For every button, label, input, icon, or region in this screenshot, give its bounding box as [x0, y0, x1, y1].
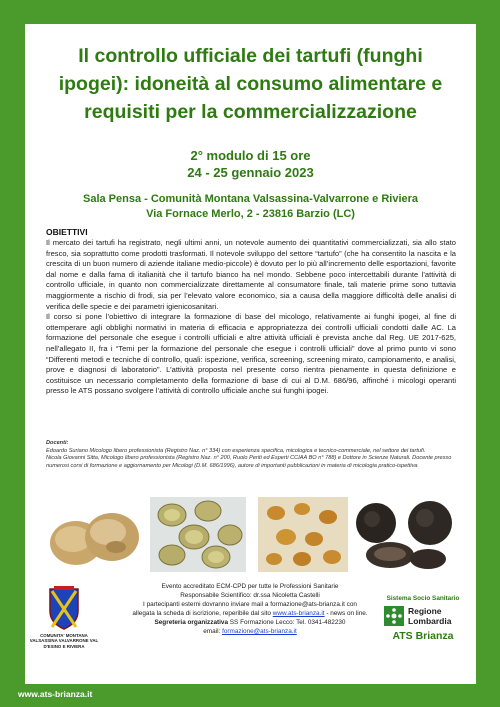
title-line: Il controllo ufficiale dei tartufi (funghi	[78, 45, 423, 67]
venue-info	[25, 192, 476, 222]
objectives-heading: OBIETTIVI	[46, 227, 88, 237]
teachers-heading: Docenti:	[46, 440, 69, 446]
footer-url[interactable]: www.ats-brianza.it	[18, 689, 93, 699]
white-truffle-photo	[46, 497, 142, 572]
info-registration: I partecipanti esterni dovranno inviare mail a formazione@ats-brianza.it con	[143, 601, 357, 609]
teacher-1: Edoardo Suriano Micologo libero professionista (Registro Naz. n° 334) con esperienza specifica, micologica e tecnico-commerciale, nel settore dei tartufi.	[46, 447, 426, 454]
info-email: email: formazione@ats-brianza.it	[203, 628, 297, 636]
title-line: ipogei): idoneità al consumo alimentare e	[58, 73, 443, 95]
info-secretariat: Segreteria organizzativa SS Formazione Lecco: Tel. 0341-482230	[154, 619, 346, 627]
venue-name: Sala Pensa - Comunità Montana Valsassina-Valvarrone e Riviera	[82, 193, 419, 205]
venue-address: Via Fornace Merlo, 2 - 23816 Barzio (LC)	[146, 208, 355, 220]
module-dates: 24 - 25 gennaio 2023	[187, 165, 314, 180]
black-truffle-photo	[350, 497, 456, 572]
info-accreditation: Evento accreditato ECM-CPD per tutte le Professioni Sanitarie	[161, 583, 339, 590]
teachers-section	[46, 440, 456, 470]
lombardia-text: Lombardia	[408, 615, 452, 626]
objectives-body	[46, 238, 456, 397]
spores-microscope-photo-2	[258, 497, 348, 572]
module-duration: 2° modulo di 15 ore	[190, 148, 311, 163]
comunita-montana-text: COMUNITA' MONTANA VALSASSINA VALVARRONE VAL D'ESINO E RIVIERA	[29, 633, 99, 649]
regione-text: Regione	[408, 606, 442, 616]
ats-brianza-logo	[380, 595, 466, 642]
website-link[interactable]: www.ats-brianza.it	[272, 610, 325, 618]
regione-lombardia-block	[380, 606, 466, 628]
page-title	[25, 42, 476, 126]
teacher-2: Nicola Giovanni Sitta, Micologo libero professionista (Registro Naz. n° 200, Ruolo Periti ed Esperti CCIAA BO n° 788) e Dottore in Scienze Naturali. Docente presso numerosi corsi di formazione e aggiornamento per Micologi (D.M. 686/1996), autore di importanti pubblicazioni in materia di micologia pratico-ispettiva	[46, 455, 452, 469]
ats-brianza-text: ATS Brianza	[392, 630, 454, 642]
title-line: requisiti per la commercializzazione	[84, 101, 417, 123]
info-form-line: allegata la scheda di iscrizione, reperibile dal sito www.ats-brianza.it - news on line.	[132, 610, 368, 618]
rosa-camuna-icon	[384, 606, 404, 626]
info-scientific-lead: Responsabile Scientifico: dr.ssa Nicoletta Castelli	[180, 592, 320, 600]
sistema-socio-sanitario-text: Sistema Socio Sanitario	[386, 595, 460, 602]
email-link[interactable]: formazione@ats-brianza.it	[222, 628, 297, 636]
coat-of-arms-icon	[36, 585, 92, 631]
objectives-paragraph-2: Il corso si pone l’obiettivo di integrare la formazione di base del micologo, relativamente ai funghi ipogei, al fine di ottemperare agli obblighi normativi in materia di efficacia e appropriatezza dei controlli ufficiali condotti dalle AC. La formazione del personale che esegue i controlli ufficiali e altre attività ufficiali è prevista anche dal Reg. UE 2017-625, nell’allegato II, fra i “Temi per la formazione del personale che esegue i controlli ufficiali” dove al primo punto vi sono “Differenti metodi e tecniche di controllo, quali: ispezione, verifica, screening, screening mirato, campionamento, e analisi, prove e diagnosi di laboratorio”. L’attività proposta nel presente corso rientra pienamente in questa definizione e costituisce un necessario completamento della formazione di base di cui al D.M. 686/96, affinché i micologi operanti presso le ATS possano svolgere l’attività di controllo ufficiale anche sui funghi ipogei.	[46, 312, 456, 396]
event-info	[110, 582, 390, 637]
spores-microscope-photo-1	[150, 497, 246, 572]
objectives-paragraph-1: Il mercato dei tartufi ha registrato, negli ultimi anni, un notevole aumento dei quantitativi commercializzati, sia allo stato fresco, sia soprattutto come prodotti trasformati. Il notevole sviluppo del settore “tartufo” (che ha consentito la nascita e la crescita di un buon numero di aziende italiane medio-piccole) è dovuto per lo più all’incremento delle esportazioni, favorite dal nome e dalla fama di italianità che il tartufo bianco ha nel mondo. Sebbene poco intercettabili durante l’attività di controllo ufficiale, in quanto non commercializzate direttamente al consumatore finale, tali materie prime sono tuttavia maggiormente a rischio di frodi, sia per l’elevato valore economico, sia a causa della maggiore difficoltà delle analisi di verifica delle specie e dei parametri igienicosanitari.	[46, 238, 456, 311]
comunita-montana-logo	[36, 585, 92, 665]
module-info	[25, 147, 476, 181]
photo-strip	[46, 497, 456, 572]
